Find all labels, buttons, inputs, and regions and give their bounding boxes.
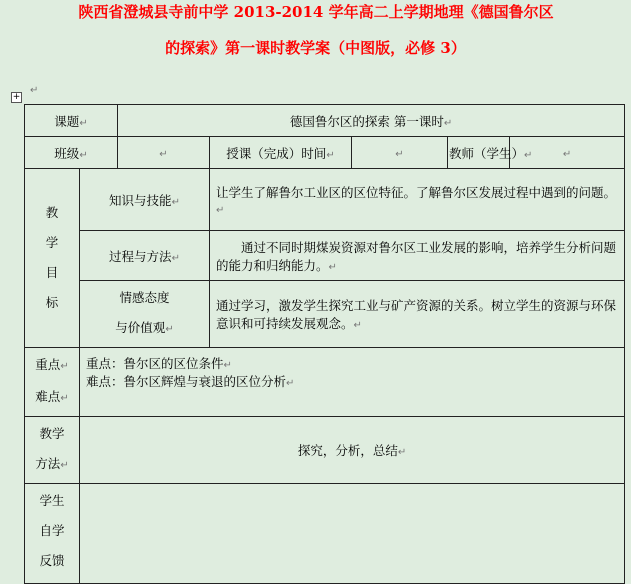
process-value: 通过不同时期煤炭资源对鲁尔区工业发展的影响，培养学生分析问题的能力和归纳能力。↵ [210,231,625,281]
paragraph-mark: ↵ [30,85,39,96]
process-label: 过程与方法↵ [80,231,210,281]
time-value: ↵ [352,137,448,169]
table-row [25,281,625,348]
table-row [25,137,625,169]
knowledge-label: 知识与技能↵ [80,169,210,231]
table-row [25,105,625,137]
title-line-1: 陕西省澄城县寺前中学 2013-2014 学年高二上学期地理《德国鲁尔区 [78,3,554,21]
time-label: 授课（完成）时间↵ [210,137,352,169]
knowledge-value: 让学生了解鲁尔工业区的区位特征。了解鲁尔区发展过程中遇到的问题。↵ [210,169,625,231]
feedback-label: 学生 自学 反馈 [25,484,80,584]
table-row [25,169,625,231]
lesson-plan-table [24,104,625,584]
class-label: 班级↵ [25,137,118,169]
emotion-label: 情感态度 与价值观↵ [80,281,210,348]
class-value: ↵ [118,137,210,169]
teacher-label: 教师（学生）↵ [448,137,510,169]
method-label: 教学 方法↵ [25,417,80,484]
emotion-value: 通过学习，激发学生探究工业与矿产资源的关系。树立学生的资源与环保意识和可持续发展观念。↵ [210,281,625,348]
topic-label: 课题↵ [25,105,118,137]
key-points-label: 重点↵ 难点↵ [25,348,80,417]
title-line-2: 的探索》第一课时教学案（中图版，必修 3） [165,39,466,57]
method-value: 探究，分析，总结↵ [80,417,625,484]
feedback-value [80,484,625,584]
objectives-label: 教 学 目 标 [25,169,80,348]
table-row [25,417,625,484]
key-points-value: 重点：鲁尔区的区位条件↵ 难点：鲁尔区辉煌与衰退的区位分析↵ [80,348,625,417]
topic-value: 德国鲁尔区的探索 第一课时↵ [118,105,625,137]
table-move-handle-icon[interactable]: + [12,92,21,102]
table-row [25,484,625,584]
table-row [25,231,625,281]
table-row [25,348,625,417]
teacher-value: ↵ [510,137,625,169]
